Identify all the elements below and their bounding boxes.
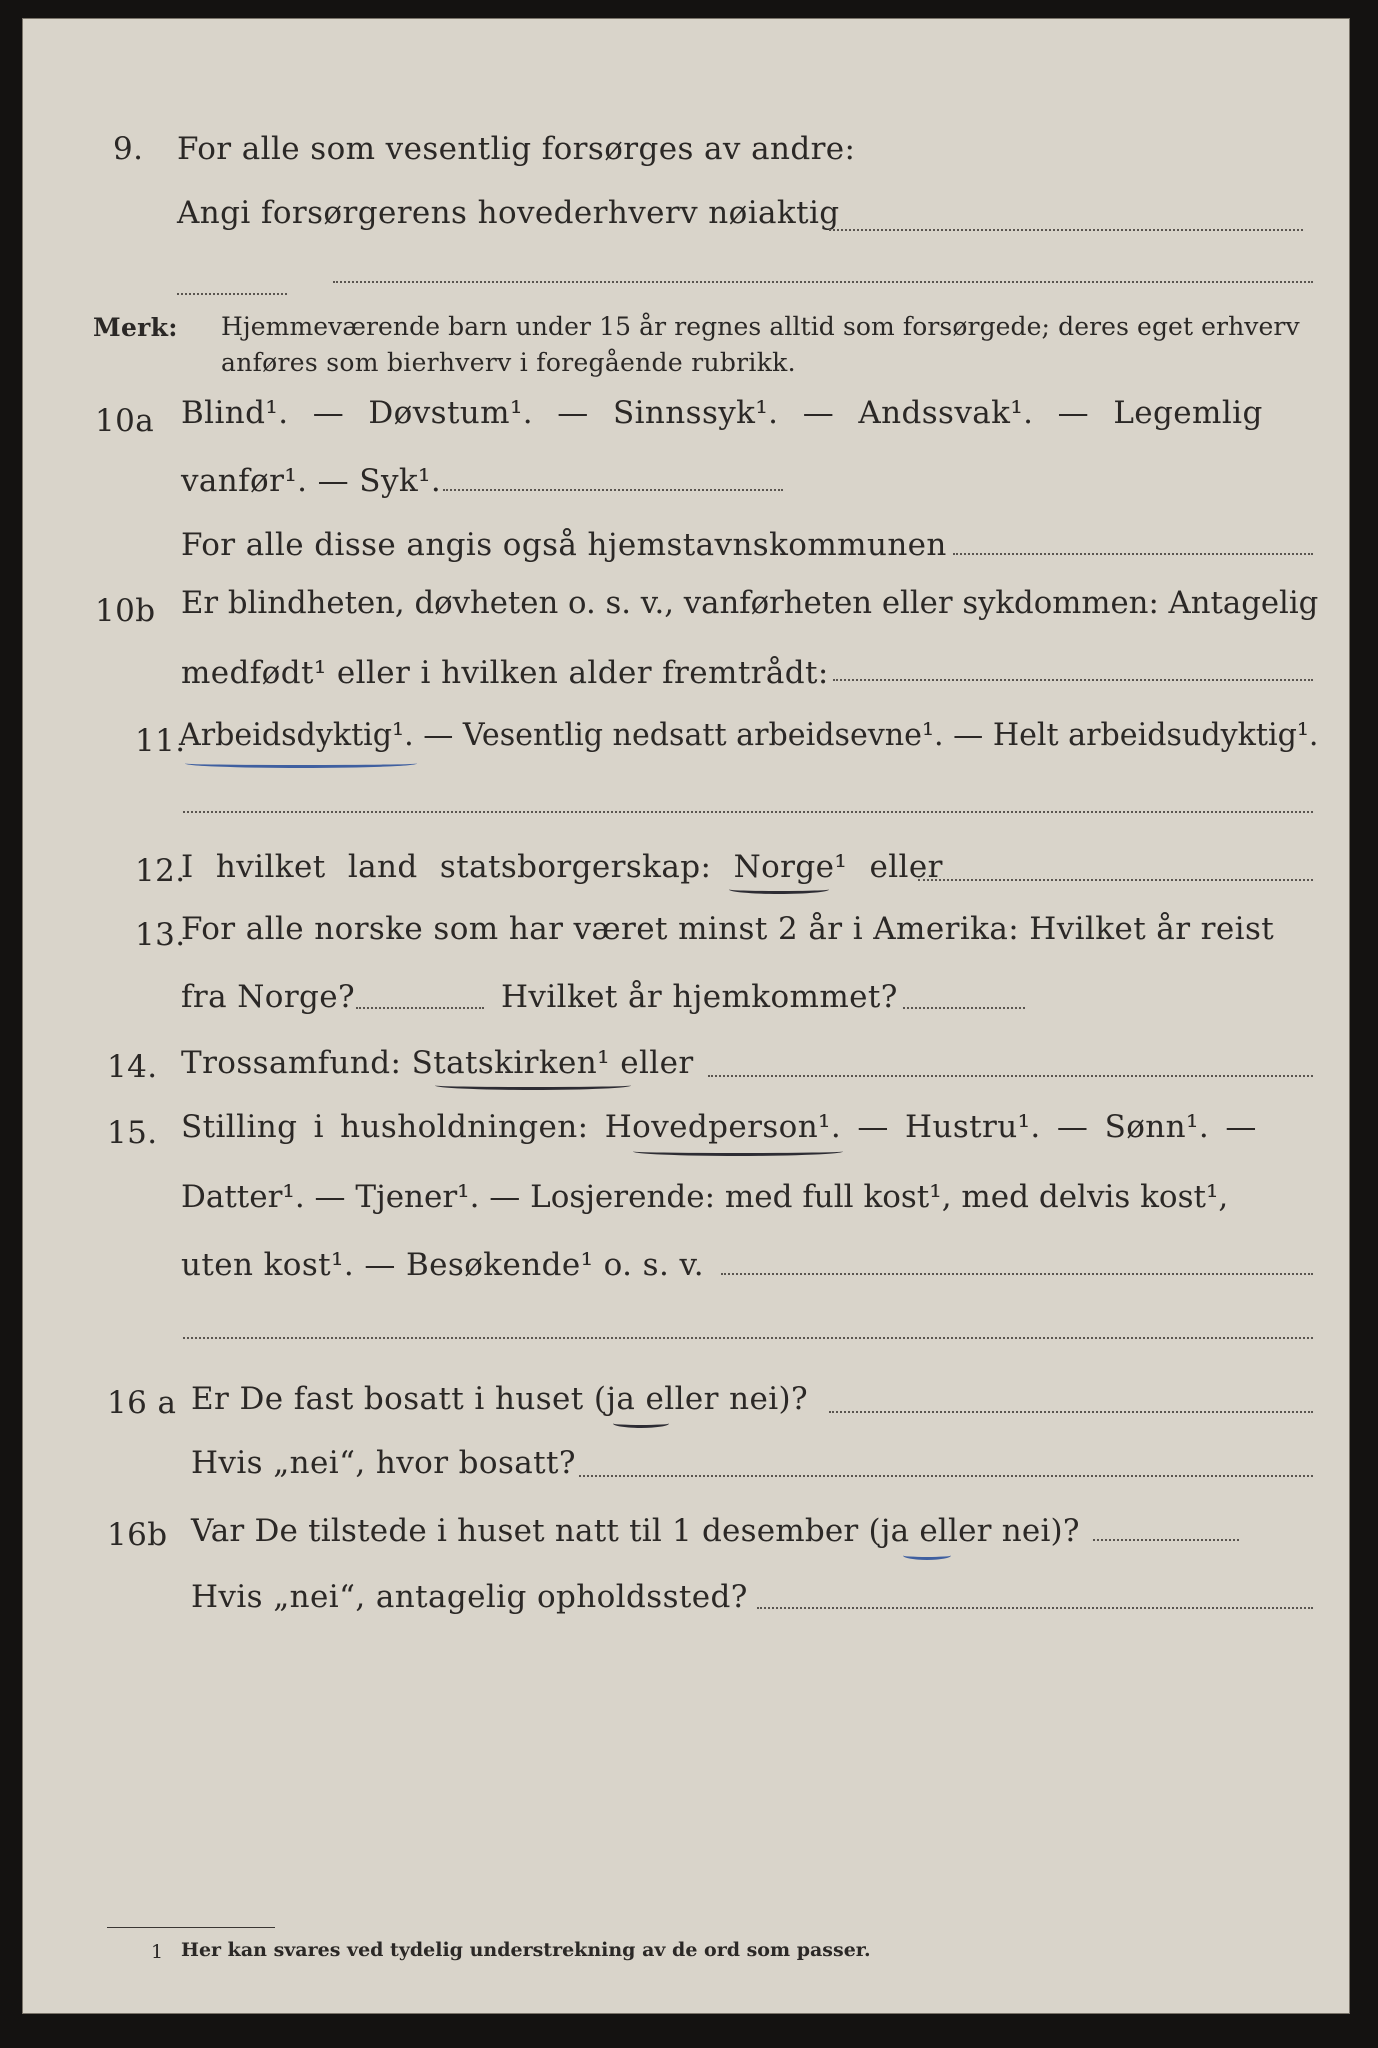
q9-answer-line-2a <box>177 293 287 295</box>
footnote-mark: 1 <box>151 1941 164 1963</box>
q15-number: 15. <box>107 1115 158 1151</box>
q13-answer-line-1 <box>356 1007 484 1009</box>
q16b-answer-line-2 <box>757 1607 1313 1609</box>
q12-number: 12. <box>135 853 186 889</box>
q16a-answer-line-2 <box>579 1475 1313 1477</box>
q13-number: 13. <box>135 917 186 953</box>
q15-line3: uten kost¹. — Besøkende¹ o. s. v. <box>181 1247 704 1283</box>
q15-answer-line-2 <box>183 1337 1313 1339</box>
q11-line1: Arbeidsdyktig¹. — Vesentlig nedsatt arbeidsevne¹. — Helt arbeidsudyktig¹. <box>179 717 1319 753</box>
q16a-line1: Er De fast bosatt i huset (ja eller nei)? <box>191 1381 809 1417</box>
q9-line2: Angi forsørgerens hovederhverv nøiaktig <box>177 195 840 231</box>
q9-answer-line-2b <box>333 281 1313 283</box>
q14-underline <box>435 1081 631 1090</box>
q10a-answer-line-1 <box>443 489 783 491</box>
q16a-line2: Hvis „nei“, hvor bosatt? <box>191 1445 576 1481</box>
q14-number: 14. <box>107 1049 158 1085</box>
q13-line1: For alle norske som har været minst 2 år i Amerika: Hvilket år reist <box>181 911 1275 947</box>
q16b-answer-line-1 <box>1093 1539 1239 1541</box>
q10a-line1: Blind¹. — Døvstum¹. — Sinnssyk¹. — Andssvak¹. — Legemlig <box>181 395 1263 431</box>
q16b-number: 16b <box>107 1517 168 1553</box>
q13-line2b: Hvilket år hjemkommet? <box>501 979 898 1015</box>
merk-line2: anføres som bierhverv i foregående rubrikk. <box>221 348 796 377</box>
q10b-line1: Er blindheten, døvheten o. s. v., vanførheten eller sykdommen: Antagelig <box>181 585 1319 621</box>
q11-blue-underline <box>185 759 417 768</box>
q14-line1: Trossamfund: Statskirken¹ eller <box>181 1045 694 1081</box>
q16b-line2: Hvis „nei“, antagelig opholdssted? <box>191 1579 748 1615</box>
q11-number: 11. <box>135 723 186 759</box>
merk-line1: Hjemmeværende barn under 15 år regnes alltid som forsørgede; deres eget erhverv <box>221 312 1300 341</box>
q10b-number: 10b <box>95 593 156 629</box>
q16a-underline <box>613 1419 669 1428</box>
footnote-rule <box>107 1927 275 1928</box>
q14-answer-line <box>708 1075 1313 1077</box>
q15-line2: Datter¹. — Tjener¹. — Losjerende: med full kost¹, med delvis kost¹, <box>181 1179 1229 1215</box>
q11-answer-line <box>183 811 1313 813</box>
merk-label: Merk: <box>93 313 178 342</box>
q13-line2a: fra Norge? <box>181 979 356 1015</box>
q15-line1: Stilling i husholdningen: Hovedperson¹. — Hustru¹. — Sønn¹. — <box>181 1109 1257 1145</box>
census-form-page <box>22 18 1350 2014</box>
q10b-answer-line <box>833 679 1313 681</box>
q15-underline <box>633 1147 843 1156</box>
q9-answer-line <box>829 229 1303 231</box>
q9-number: 9. <box>113 131 144 167</box>
q12-answer-line <box>918 879 1313 881</box>
q10a-line3: For alle disse angis også hjemstavnskommunen <box>181 527 947 563</box>
q16b-line1: Var De tilstede i huset natt til 1 desember (ja eller nei)? <box>191 1513 1080 1549</box>
q12-underline <box>729 885 829 894</box>
q16a-answer-line-1 <box>829 1411 1313 1413</box>
q10a-answer-line-2 <box>953 553 1313 555</box>
q13-answer-line-2 <box>903 1007 1025 1009</box>
q16b-blue-underline <box>903 1551 951 1560</box>
q10a-number: 10a <box>95 403 155 439</box>
q16a-number: 16 a <box>107 1385 177 1421</box>
q12-line1: I hvilket land statsborgerskap: Norge¹ eller <box>181 849 943 885</box>
q9-line1: For alle som vesentlig forsørges av andre: <box>177 131 856 167</box>
q15-answer-line-1 <box>721 1273 1313 1275</box>
q10a-line2: vanfør¹. — Syk¹. <box>181 463 442 499</box>
footnote-text: Her kan svares ved tydelig understrekning av de ord som passer. <box>181 1939 871 1961</box>
q10b-line2: medfødt¹ eller i hvilken alder fremtrådt: <box>181 655 829 691</box>
